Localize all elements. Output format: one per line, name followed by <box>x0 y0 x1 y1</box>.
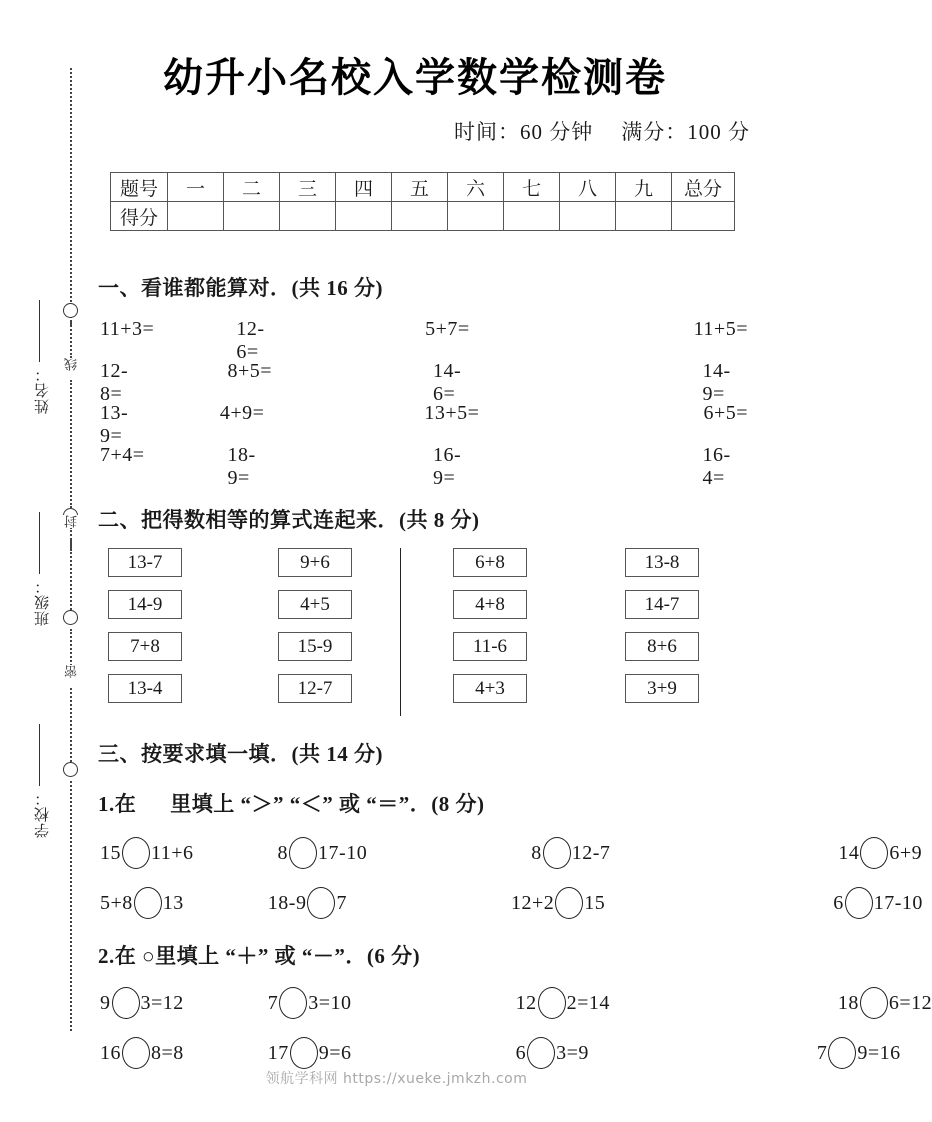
score-cell-6[interactable] <box>448 202 504 231</box>
matching-column-1 <box>108 548 182 716</box>
seal-dotted-line <box>70 781 72 1031</box>
table-row <box>111 202 735 231</box>
matching-box[interactable]: 13-7 <box>108 548 182 577</box>
compare-circle[interactable] <box>845 887 873 919</box>
compare-item <box>194 837 368 869</box>
matching-box[interactable]: 9+6 <box>278 548 352 577</box>
compare-left: 12+2 <box>510 891 555 914</box>
arith-problem[interactable]: 18-9= <box>227 444 256 489</box>
score-table-total-header: 总分 <box>672 173 735 202</box>
operator-right: 6=12 <box>888 991 932 1014</box>
score-table-col-9: 九 <box>616 173 672 202</box>
score-cell-3[interactable] <box>280 202 336 231</box>
section-1-arithmetic-grid <box>98 318 748 489</box>
compare-circle[interactable] <box>122 837 150 869</box>
operator-left: 18 <box>837 991 859 1014</box>
matching-box[interactable]: 13-4 <box>108 674 182 703</box>
compare-circle[interactable] <box>860 837 888 869</box>
table-row <box>111 173 735 202</box>
compare-left: 5+8 <box>100 891 133 914</box>
score-cell-1[interactable] <box>168 202 224 231</box>
seal-margin <box>0 0 95 1122</box>
compare-right: 17-10 <box>873 891 923 914</box>
operator-left: 6 <box>515 1041 527 1064</box>
operator-circle[interactable] <box>860 987 888 1019</box>
seal-dotted-line <box>70 540 72 610</box>
compare-row <box>98 828 923 878</box>
matching-box[interactable]: 12-7 <box>278 674 352 703</box>
score-cell-total[interactable] <box>672 202 735 231</box>
operator-right: 9=16 <box>857 1041 901 1064</box>
operator-left: 9 <box>100 991 111 1014</box>
arith-problem[interactable]: 16-9= <box>433 444 462 489</box>
matching-box[interactable]: 4+3 <box>453 674 527 703</box>
matching-box[interactable]: 11-6 <box>453 632 527 661</box>
matching-box[interactable]: 3+9 <box>625 674 699 703</box>
seal-circle <box>63 303 78 318</box>
arith-problem[interactable]: 13-9= <box>100 402 129 447</box>
compare-item <box>347 887 605 919</box>
arith-problem[interactable]: 16-4= <box>702 444 731 489</box>
arith-problem[interactable]: 11+5= <box>693 318 748 340</box>
operator-circle[interactable] <box>112 987 140 1019</box>
operator-item <box>184 1037 352 1069</box>
operator-row <box>98 978 932 1028</box>
operator-circle[interactable] <box>279 987 307 1019</box>
operator-left: 16 <box>100 1041 121 1064</box>
operator-left: 7 <box>816 1041 828 1064</box>
school-write-line <box>39 724 40 786</box>
operator-circle[interactable] <box>828 1037 856 1069</box>
score-table-col-3: 三 <box>280 173 336 202</box>
section-2-matching-area <box>98 548 748 720</box>
sub1-heading-prefix: 1.在 <box>98 792 137 816</box>
compare-right: 17-10 <box>318 841 368 864</box>
score-table-col-4: 四 <box>336 173 392 202</box>
section-3-sub2-rows <box>98 978 932 1078</box>
operator-circle[interactable] <box>122 1037 150 1069</box>
seal-circle <box>63 610 78 625</box>
seal-char-line: 线 <box>64 358 79 371</box>
score-table-col-5: 五 <box>392 173 448 202</box>
operator-item <box>98 987 184 1019</box>
operator-left: 12 <box>515 991 537 1014</box>
compare-item <box>367 837 610 869</box>
arith-problem[interactable]: 13+5= <box>424 402 480 424</box>
compare-left: 8 <box>277 841 289 864</box>
compare-circle[interactable] <box>555 887 583 919</box>
compare-circle[interactable] <box>307 887 335 919</box>
seal-char-secret: 密 <box>64 665 79 678</box>
matching-box[interactable]: 8+6 <box>625 632 699 661</box>
seal-dotted-line <box>70 68 72 326</box>
operator-circle[interactable] <box>538 987 566 1019</box>
matching-box[interactable]: 15-9 <box>278 632 352 661</box>
operator-item <box>352 1037 589 1069</box>
operator-circle[interactable] <box>527 1037 555 1069</box>
score-table <box>110 172 735 231</box>
score-table-col-7: 七 <box>504 173 560 202</box>
section-1-heading: 一、看谁都能算对．(共 16 分) <box>98 276 383 300</box>
operator-right: 3=12 <box>140 991 184 1014</box>
matching-column-3 <box>453 548 527 716</box>
margin-class-label: 班级： <box>34 578 51 626</box>
arith-problem[interactable]: 11+3= <box>100 318 155 340</box>
operator-item <box>589 1037 901 1069</box>
seal-dotted-line <box>70 380 72 508</box>
compare-left: 6 <box>833 891 844 914</box>
operator-right: 2=14 <box>566 991 610 1014</box>
compare-circle[interactable] <box>543 837 571 869</box>
operator-right: 8=8 <box>151 1041 184 1064</box>
arith-problem[interactable]: 12-8= <box>100 360 129 405</box>
compare-left: 14 <box>838 841 860 864</box>
seal-char-seal: 封 <box>64 515 79 528</box>
score-cell-9[interactable] <box>616 202 672 231</box>
score-cell-5[interactable] <box>392 202 448 231</box>
compare-right: 13 <box>162 891 184 914</box>
arith-row <box>98 402 748 447</box>
matching-box[interactable]: 4+8 <box>453 590 527 619</box>
arith-problem[interactable]: 14-9= <box>702 360 731 405</box>
name-write-line <box>39 300 40 362</box>
score-cell-2[interactable] <box>224 202 280 231</box>
section-3-heading: 三、按要求填一填．(共 14 分) <box>98 742 383 766</box>
exam-fullscore-label: 满分：100 分 <box>621 120 750 144</box>
seal-circle <box>63 762 78 777</box>
sub1-heading-suffix: 里填上 “＞” “＜” 或 “＝”．(8 分) <box>170 792 485 816</box>
operator-right: 3=9 <box>556 1041 589 1064</box>
score-cell-4[interactable] <box>336 202 392 231</box>
section-3-sub1-heading <box>98 788 485 818</box>
arith-problem[interactable]: 6+5= <box>703 402 748 424</box>
section-3-sub1-rows <box>98 828 923 928</box>
score-table-body <box>111 173 735 231</box>
margin-school-label: 学校： <box>34 790 51 838</box>
arith-row <box>98 360 748 405</box>
compare-item <box>610 837 922 869</box>
score-table-row-header: 得分 <box>111 202 168 231</box>
matching-box[interactable]: 7+8 <box>108 632 182 661</box>
compare-left: 15 <box>100 841 121 864</box>
exam-time-label: 时间：60 分钟 <box>454 120 594 144</box>
compare-left: 18-9 <box>267 891 307 914</box>
matching-box[interactable]: 14-7 <box>625 590 699 619</box>
operator-circle[interactable] <box>290 1037 318 1069</box>
arith-row <box>98 318 748 363</box>
compare-item <box>605 887 923 919</box>
arith-problem[interactable]: 7+4= <box>100 444 145 466</box>
compare-left: 8 <box>531 841 542 864</box>
operator-right: 9=6 <box>318 1041 352 1064</box>
score-table-col-8: 八 <box>560 173 616 202</box>
operator-item <box>98 1037 184 1069</box>
section-3-sub2-heading: 2.在 ○里填上 “＋” 或 “－”．(6 分) <box>98 944 421 968</box>
arith-problem[interactable]: 14-6= <box>433 360 462 405</box>
operator-item <box>610 987 932 1019</box>
compare-row <box>98 878 923 928</box>
compare-item <box>98 837 194 869</box>
compare-right: 6+9 <box>889 841 923 864</box>
score-table-col-1: 一 <box>168 173 224 202</box>
compare-right: 11+6 <box>151 841 194 864</box>
score-table-col-6: 六 <box>448 173 504 202</box>
matching-column-4 <box>625 548 699 716</box>
arith-problem[interactable]: 4+9= <box>219 402 265 424</box>
class-write-line <box>39 512 40 574</box>
footer-watermark: 领航学科网 https://xueke.jmkzh.com <box>265 1071 528 1087</box>
arith-problem[interactable]: 5+7= <box>425 318 470 340</box>
compare-circle[interactable] <box>289 837 317 869</box>
arith-row <box>98 444 748 489</box>
score-table-col-2: 二 <box>224 173 280 202</box>
matching-box[interactable]: 6+8 <box>453 548 527 577</box>
score-cell-7[interactable] <box>504 202 560 231</box>
seal-dotted-line <box>70 688 72 762</box>
matching-box[interactable]: 4+5 <box>278 590 352 619</box>
operator-left: 7 <box>267 991 279 1014</box>
matching-divider-line <box>400 548 401 716</box>
arith-problem[interactable]: 12-6= <box>236 318 265 363</box>
seal-dotted-line <box>70 322 72 358</box>
operator-right: 3=10 <box>308 991 352 1014</box>
compare-right: 7 <box>336 891 347 914</box>
section-2-heading: 二、把得数相等的算式连起来．(共 8 分) <box>98 508 480 532</box>
page-title: 幼升小名校入学数学检测卷 <box>163 55 667 100</box>
matching-column-2 <box>278 548 352 716</box>
compare-item <box>98 887 184 919</box>
score-table-row-header: 题号 <box>111 173 168 202</box>
compare-right: 15 <box>584 891 606 914</box>
seal-dotted-line <box>70 629 72 669</box>
operator-item <box>352 987 610 1019</box>
matching-box[interactable]: 14-9 <box>108 590 182 619</box>
matching-box[interactable]: 13-8 <box>625 548 699 577</box>
compare-right: 12-7 <box>571 841 611 864</box>
operator-left: 17 <box>267 1041 289 1064</box>
exam-meta <box>95 116 750 146</box>
operator-item <box>184 987 352 1019</box>
compare-circle[interactable] <box>134 887 162 919</box>
compare-item <box>184 887 347 919</box>
margin-name-label: 姓名： <box>34 366 51 414</box>
arith-problem[interactable]: 8+5= <box>227 360 273 382</box>
score-cell-8[interactable] <box>560 202 616 231</box>
